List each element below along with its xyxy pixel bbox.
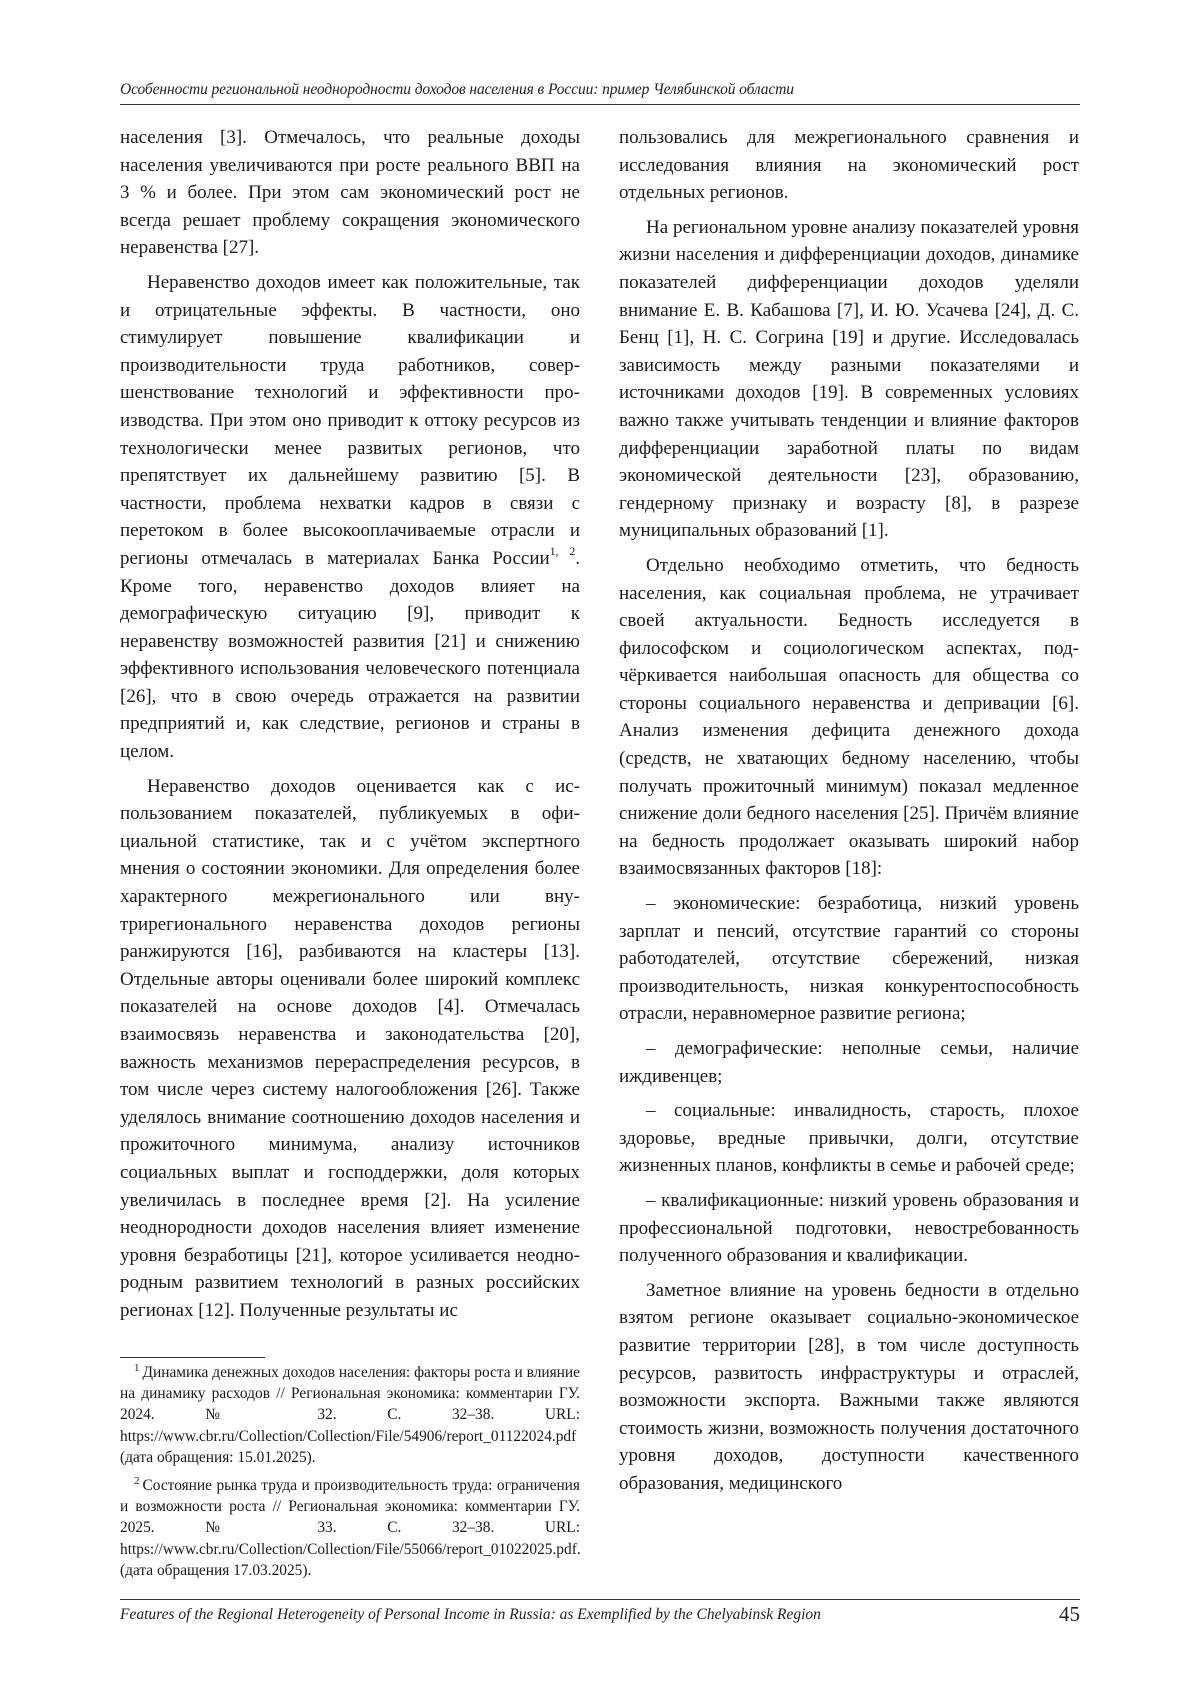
list-item: – социальные: инвалидность, старость, плохое здоровье, вредные привычки, долги, отсутствие жизненных планов, конфликты в семье и рабочей среде; — [619, 1100, 1079, 1177]
footnote-mark: 1 — [134, 1361, 140, 1374]
running-head: Особенности региональной неоднородности доходов населения в России: пример Челябинской области — [120, 81, 794, 98]
paragraph: населения [3]. Отмечалось, что реальные доходы населения увеличиваются при росте реального ВВП на 3 % и более. При этом сам экономический рост не всегда решает проблему сокращения экономического неравенства [27]. — [120, 127, 580, 259]
footer-title: Features of the Regional Heterogeneity of Personal Income in Russia: as Exemplified by the Chelyabinsk Region — [120, 1606, 821, 1623]
footnote-text: Состояние рынка труда и производительность труда: ограничения и возможности роста // Региональная экономика: комментарии ГУ. 2025. № 33. С. 32–38. URL: https://www.cbr.ru/Collection/Collection/File/55066/report_01022025.pdf. (дата обращения 17.03.2025). — [120, 1477, 581, 1579]
footnote-text: Динамика денежных доходов населения: факторы роста и влияние на динамику расходов // Региональная экономика: комментарии ГУ. 2024. № 32. С. 32–38. URL: https://www.cbr.ru/Collection/Collection/File/54906/report_01122024.pdf (дата обращения: 15.01.2025). — [120, 1364, 580, 1466]
left-column — [120, 124, 580, 1332]
footer-rule — [120, 1599, 1080, 1600]
list-item: – квалификационные: низкий уровень образования и профессиональной подготовки, невостребованность полученного образования и квалификации. — [619, 1189, 1079, 1267]
footnote — [120, 1362, 580, 1468]
list-item: – экономические: безработица, низкий уровень зарплат и пенсий, отсутствие гарантий со стороны работодателей, отсутствие сбережений, низкая производительность, низкая конкурентоспособность отрасли, неравномерное развитие региона; — [619, 893, 1079, 1025]
paragraph: Неравенство доходов оценивается как с использованием показателей, публикуемых в официальной статистике, так и с учётом экспертного мнения о состоянии экономики. Для определения более характерного межрегионального или внутрирегионального неравенства доходов регионы ранжируются [16], разбиваются на кластеры [13]. Отдельные авторы оценивали более широкий комплекс показателей на основе доходов [4]. Отмечалась взаимосвязь неравенства и законодательства [20], важность механизмов перераспределения ресурсов, в том числе через систему налогообложения [26]. Также уделялось внимание соотношению доходов населения и прожиточного минимума, анализу источников социальных выплат и господдержки, доля которых увеличилась в последнее время [2]. На усиление неоднородности доходов населения влияет изменение уровня безработицы [21], которое усиливается неоднородным развитием технологий в разных российских регионах [12]. Полученные результаты ис — [120, 775, 580, 1321]
footnote-rule — [120, 1357, 265, 1358]
paragraph: Отдельно необходимо отметить, что бедность населения, как социальная проблема, не утрачивает своей актуальности. Бедность исследуется в философском и социологическом аспектах, подчёркивается наибольшая опасность для общества со стороны социального неравенства и депривации [6]. Анализ изменения дефицита денежного дохода (средств, не хватающих бедному населению, чтобы получать прожиточный минимум) показал медленное снижение доли бедного населения [25]. Причём влияние на бедность продолжает оказывать широкий набор взаимосвязанных факторов [18]: — [619, 554, 1079, 880]
paragraph: Заметное влияние на уровень бедности в отдельно взятом регионе оказывает социально-экономическое развитие территории [28], в том числе доступность ресурсов, развитость инфраструктуры и отраслей, возможности экспорта. Важными также являются стоимость жизни, возможность получения достаточного уровня доходов, доступности качественного образования, медицинского — [619, 1279, 1079, 1494]
page-number: 45 — [1059, 1602, 1080, 1626]
paragraph: На региональном уровне анализу показателей уровня жизни населения и дифференциации доходов, динамике показателей дифференциации доходов уделяли внимание Е. В. Кабашова [7], И. Ю. Усачева [24], Д. С. Бенц [1], Н. С. Согрина [19] и другие. Исследовалась зависимость между разными показателями и источниками доходов [19]. В современных условиях важно также учитывать тенденции и влияние факторов дифференциации заработной платы по видам экономической деятельности [23], образованию, гендерному признаку и возрасту [8], в разрезе муниципальных образований [1]. — [619, 216, 1079, 542]
header-rule — [120, 104, 1080, 105]
paragraph: пользовались для межрегионального сравнения и исследования влияния на экономический рост отдельных регионов. — [619, 127, 1079, 204]
right-column — [619, 124, 1079, 1505]
list-item: – демографические: неполные семьи, наличие иждивенцев; — [619, 1038, 1079, 1087]
footnote-reference[interactable]: 1, 2 — [549, 545, 576, 558]
footnote — [120, 1475, 580, 1581]
paragraph-inequality-effects — [120, 269, 580, 766]
paragraph-text: . Кроме того, неравенство доходов влияет на демографическую ситуацию [9], приводит к неравенству возможностей развития [21] и снижению эффективного использования человеческого потенциала [26], что в свою очередь отражается на развитии предприятий и, как следствие, регионов и страны в целом. — [120, 547, 580, 763]
paragraph-text: Неравенство доходов имеет как положительные, так и отрицательные эффекты. В частности, оно стимулирует повышение квалификации и производительности труда работников, совершенствование технологий и эффективности производства. При этом оно приводит к оттоку ресурсов из технологически менее развитых регионов, что препятствует их дальнейшему развитию [5]. В частности, проблема нехватки кадров в связи с перетоком в более высокооплачиваемые отрасли и регионы отмечалась в материалах Банка России — [120, 271, 580, 569]
footnotes — [120, 1362, 580, 1588]
footnote-mark: 2 — [134, 1474, 140, 1487]
